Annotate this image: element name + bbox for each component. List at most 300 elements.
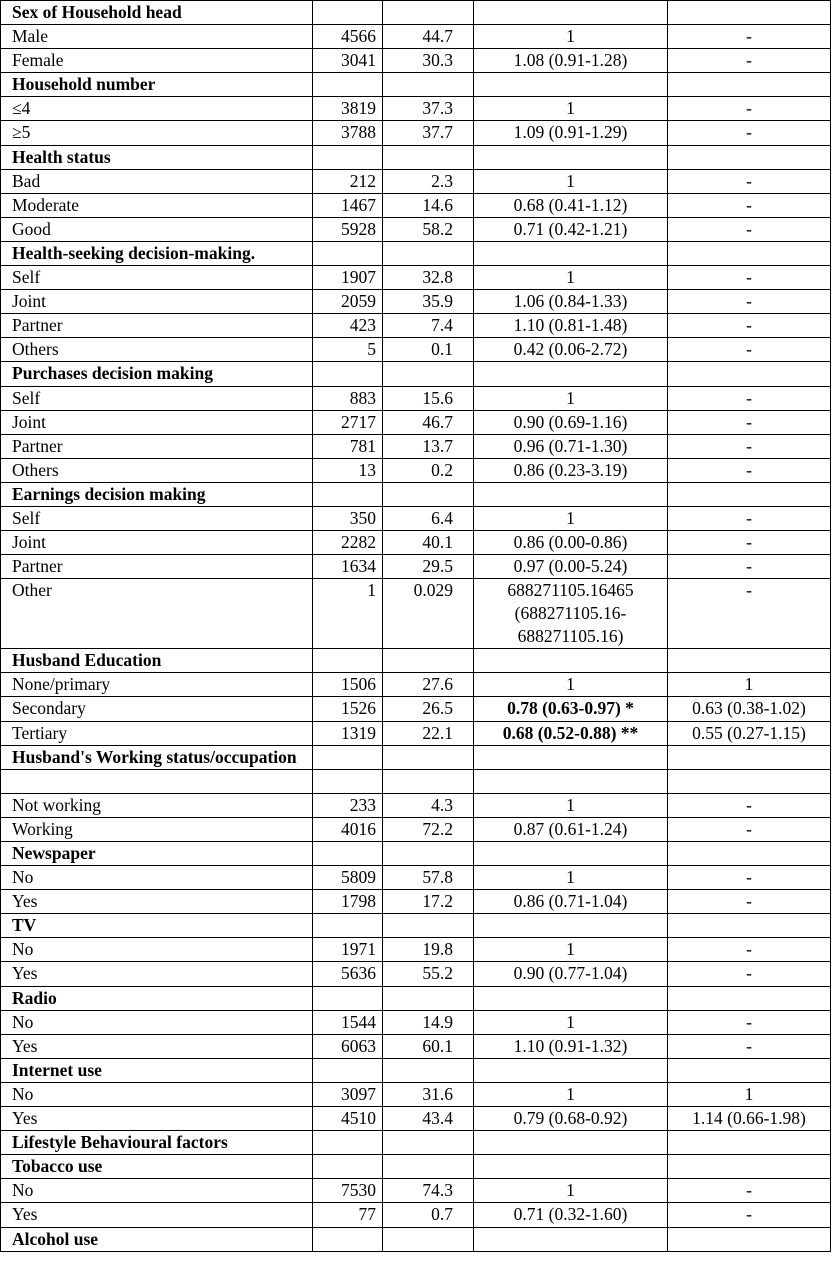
table-cell xyxy=(474,145,668,169)
table-row xyxy=(1,769,831,793)
table-cell: - xyxy=(668,49,831,73)
table-cell: 1 xyxy=(313,579,383,649)
table-cell: 1971 xyxy=(313,938,383,962)
table-cell xyxy=(313,745,383,769)
table-cell: Sex of Household head xyxy=(1,1,313,25)
section-header-row xyxy=(1,649,831,673)
table-cell xyxy=(383,769,474,793)
table-cell: 40.1 xyxy=(383,531,474,555)
table-row xyxy=(1,1082,831,1106)
table-cell xyxy=(313,769,383,793)
table-cell: 1.14 (0.66-1.98) xyxy=(668,1107,831,1131)
table-cell xyxy=(313,482,383,506)
table-cell: 0.97 (0.00-5.24) xyxy=(474,555,668,579)
table-cell: 1 xyxy=(474,938,668,962)
table-cell xyxy=(1,769,313,793)
table-cell xyxy=(668,1058,831,1082)
table-cell xyxy=(383,73,474,97)
table-cell: Joint xyxy=(1,290,313,314)
table-cell xyxy=(313,73,383,97)
table-cell: 1 xyxy=(474,25,668,49)
table-cell: 1907 xyxy=(313,266,383,290)
table-cell: - xyxy=(668,193,831,217)
table-cell: 423 xyxy=(313,314,383,338)
table-cell: 0.7 xyxy=(383,1203,474,1227)
table-cell: Others xyxy=(1,458,313,482)
table-cell: Moderate xyxy=(1,193,313,217)
table-cell: 26.5 xyxy=(383,697,474,721)
table-row xyxy=(1,217,831,241)
table-cell xyxy=(313,1227,383,1251)
table-row xyxy=(1,97,831,121)
table-cell: Other xyxy=(1,579,313,649)
table-cell: Health status xyxy=(1,145,313,169)
table-cell: 22.1 xyxy=(383,721,474,745)
table-cell xyxy=(668,1227,831,1251)
table-cell: 14.6 xyxy=(383,193,474,217)
table-cell: 5928 xyxy=(313,217,383,241)
table-cell: Purchases decision making xyxy=(1,362,313,386)
table-cell xyxy=(313,842,383,866)
table-cell: 0.96 (0.71-1.30) xyxy=(474,434,668,458)
table-row xyxy=(1,793,831,817)
table-cell: 0.63 (0.38-1.02) xyxy=(668,697,831,721)
table-cell: Alcohol use xyxy=(1,1227,313,1251)
table-cell: None/primary xyxy=(1,673,313,697)
table-cell xyxy=(474,241,668,265)
table-row xyxy=(1,938,831,962)
table-cell xyxy=(668,745,831,769)
table-cell xyxy=(474,1155,668,1179)
table-cell: 0.90 (0.77-1.04) xyxy=(474,962,668,986)
table-cell: - xyxy=(668,555,831,579)
table-cell: 1 xyxy=(474,1082,668,1106)
table-cell xyxy=(383,1227,474,1251)
table-cell: 0.029 xyxy=(383,579,474,649)
table-cell: 1526 xyxy=(313,697,383,721)
table-cell: 0.55 (0.27-1.15) xyxy=(668,721,831,745)
table-cell: Yes xyxy=(1,890,313,914)
table-cell: - xyxy=(668,338,831,362)
table-cell: 2717 xyxy=(313,410,383,434)
table-row xyxy=(1,25,831,49)
table-cell: - xyxy=(668,169,831,193)
table-cell: 688271105.16465 (688271105.16- 688271105.16) xyxy=(474,579,668,649)
table-row xyxy=(1,458,831,482)
table-cell: 7530 xyxy=(313,1179,383,1203)
table-cell: 32.8 xyxy=(383,266,474,290)
section-header-row xyxy=(1,482,831,506)
table-cell xyxy=(474,1227,668,1251)
table-row xyxy=(1,386,831,410)
table-cell: Internet use xyxy=(1,1058,313,1082)
table-cell: No xyxy=(1,938,313,962)
table-cell: 60.1 xyxy=(383,1034,474,1058)
table-cell: 19.8 xyxy=(383,938,474,962)
table-cell: Husband Education xyxy=(1,649,313,673)
table-row xyxy=(1,697,831,721)
table-cell xyxy=(383,482,474,506)
table-cell xyxy=(474,914,668,938)
table-cell xyxy=(383,362,474,386)
table-row xyxy=(1,266,831,290)
table-cell: 5 xyxy=(313,338,383,362)
table-cell: 1 xyxy=(474,673,668,697)
table-cell: 1.10 (0.91-1.32) xyxy=(474,1034,668,1058)
section-header-row xyxy=(1,145,831,169)
table-cell: 27.6 xyxy=(383,673,474,697)
table-row xyxy=(1,579,831,649)
table-cell xyxy=(474,1058,668,1082)
table-cell: - xyxy=(668,1010,831,1034)
table-cell: Yes xyxy=(1,1203,313,1227)
table-cell: No xyxy=(1,1010,313,1034)
table-row xyxy=(1,962,831,986)
table-cell: 55.2 xyxy=(383,962,474,986)
table-cell: 31.6 xyxy=(383,1082,474,1106)
table-cell: 0.1 xyxy=(383,338,474,362)
table-cell: - xyxy=(668,817,831,841)
table-cell: Newspaper xyxy=(1,842,313,866)
table-cell: Good xyxy=(1,217,313,241)
table-cell xyxy=(668,482,831,506)
table-cell: 233 xyxy=(313,793,383,817)
section-header-row xyxy=(1,745,831,769)
table-cell: 4016 xyxy=(313,817,383,841)
table-cell: 2.3 xyxy=(383,169,474,193)
table-cell: 58.2 xyxy=(383,217,474,241)
table-cell xyxy=(668,842,831,866)
table-cell xyxy=(383,1,474,25)
table-cell xyxy=(668,1,831,25)
table-cell: 29.5 xyxy=(383,555,474,579)
table-cell: - xyxy=(668,434,831,458)
table-cell xyxy=(313,1058,383,1082)
table-cell: - xyxy=(668,793,831,817)
table-cell: 1 xyxy=(474,1010,668,1034)
table-cell: 1 xyxy=(474,506,668,530)
table-cell: 1.10 (0.81-1.48) xyxy=(474,314,668,338)
table-cell: ≥5 xyxy=(1,121,313,145)
table-cell: 0.78 (0.63-0.97) * xyxy=(474,697,668,721)
table-cell xyxy=(383,241,474,265)
table-cell xyxy=(313,1,383,25)
table-cell: Husband's Working status/occupation xyxy=(1,745,313,769)
table-cell: 0.2 xyxy=(383,458,474,482)
table-cell: 350 xyxy=(313,506,383,530)
table-cell: 1 xyxy=(474,266,668,290)
table-cell xyxy=(474,482,668,506)
table-cell: 0.90 (0.69-1.16) xyxy=(474,410,668,434)
table-cell xyxy=(474,649,668,673)
table-cell: - xyxy=(668,266,831,290)
table-cell xyxy=(474,1,668,25)
table-cell: No xyxy=(1,1179,313,1203)
table-cell xyxy=(474,73,668,97)
table-cell xyxy=(474,986,668,1010)
table-cell xyxy=(313,145,383,169)
table-row xyxy=(1,314,831,338)
table-cell: 2282 xyxy=(313,531,383,555)
section-header-row xyxy=(1,241,831,265)
table-cell xyxy=(668,986,831,1010)
table-cell: Lifestyle Behavioural factors xyxy=(1,1131,313,1155)
table-cell: - xyxy=(668,579,831,649)
table-cell: 781 xyxy=(313,434,383,458)
table-cell: Tertiary xyxy=(1,721,313,745)
table-cell: 212 xyxy=(313,169,383,193)
table-cell: 17.2 xyxy=(383,890,474,914)
table-cell: Bad xyxy=(1,169,313,193)
table-cell: - xyxy=(668,410,831,434)
table-cell: 4566 xyxy=(313,25,383,49)
table-cell: 1 xyxy=(474,793,668,817)
table-row xyxy=(1,193,831,217)
table-cell: - xyxy=(668,290,831,314)
table-cell xyxy=(668,649,831,673)
section-header-row xyxy=(1,73,831,97)
table-cell: 37.3 xyxy=(383,97,474,121)
table-cell: - xyxy=(668,1179,831,1203)
section-header-row xyxy=(1,1155,831,1179)
table-cell: 1.06 (0.84-1.33) xyxy=(474,290,668,314)
table-cell: No xyxy=(1,866,313,890)
table-cell: Yes xyxy=(1,962,313,986)
table-cell: Not working xyxy=(1,793,313,817)
table-cell: 30.3 xyxy=(383,49,474,73)
table-cell: 6063 xyxy=(313,1034,383,1058)
table-row xyxy=(1,1010,831,1034)
table-cell xyxy=(383,1058,474,1082)
table-cell xyxy=(474,745,668,769)
section-header-row xyxy=(1,1227,831,1251)
table-cell: 0.71 (0.32-1.60) xyxy=(474,1203,668,1227)
table-cell: Male xyxy=(1,25,313,49)
table-cell: 1 xyxy=(668,673,831,697)
table-cell: 883 xyxy=(313,386,383,410)
table-cell xyxy=(313,649,383,673)
table-cell xyxy=(474,362,668,386)
table-cell: Self xyxy=(1,266,313,290)
table-row xyxy=(1,410,831,434)
table-cell: - xyxy=(668,890,831,914)
table-cell xyxy=(668,769,831,793)
table-row xyxy=(1,866,831,890)
table-cell xyxy=(383,914,474,938)
table-cell xyxy=(383,1155,474,1179)
table-cell: 0.86 (0.00-0.86) xyxy=(474,531,668,555)
table-cell: - xyxy=(668,1034,831,1058)
table-cell: - xyxy=(668,386,831,410)
table-cell: - xyxy=(668,938,831,962)
table-cell: 0.86 (0.23-3.19) xyxy=(474,458,668,482)
table-cell xyxy=(668,145,831,169)
table-row xyxy=(1,434,831,458)
table-cell: 3788 xyxy=(313,121,383,145)
table-row xyxy=(1,555,831,579)
table-cell: 15.6 xyxy=(383,386,474,410)
table-cell: ≤4 xyxy=(1,97,313,121)
table-cell: 0.71 (0.42-1.21) xyxy=(474,217,668,241)
table-cell: 2059 xyxy=(313,290,383,314)
table-cell: - xyxy=(668,458,831,482)
table-cell: Female xyxy=(1,49,313,73)
table-cell: 1798 xyxy=(313,890,383,914)
table-cell: Partner xyxy=(1,555,313,579)
table-cell: 0.87 (0.61-1.24) xyxy=(474,817,668,841)
table-cell: 7.4 xyxy=(383,314,474,338)
table-cell xyxy=(668,73,831,97)
table-cell: - xyxy=(668,506,831,530)
table-cell: Secondary xyxy=(1,697,313,721)
table-cell: 14.9 xyxy=(383,1010,474,1034)
table-row xyxy=(1,817,831,841)
table-row xyxy=(1,1203,831,1227)
table-cell: 4510 xyxy=(313,1107,383,1131)
table-cell xyxy=(474,1131,668,1155)
table-row xyxy=(1,121,831,145)
table-cell xyxy=(668,362,831,386)
table-cell: 5636 xyxy=(313,962,383,986)
table-cell xyxy=(668,1131,831,1155)
table-cell xyxy=(383,1131,474,1155)
table-row xyxy=(1,290,831,314)
table-cell xyxy=(668,241,831,265)
table-row xyxy=(1,531,831,555)
table-cell: Partner xyxy=(1,314,313,338)
table-cell: 57.8 xyxy=(383,866,474,890)
table-cell: 1 xyxy=(474,169,668,193)
table-cell: 1 xyxy=(474,1179,668,1203)
table-cell: No xyxy=(1,1082,313,1106)
table-cell xyxy=(313,241,383,265)
table-cell: Working xyxy=(1,817,313,841)
table-cell: 74.3 xyxy=(383,1179,474,1203)
table-cell: 43.4 xyxy=(383,1107,474,1131)
section-header-row xyxy=(1,1,831,25)
table-cell: 35.9 xyxy=(383,290,474,314)
table-row xyxy=(1,1034,831,1058)
table-cell: - xyxy=(668,962,831,986)
table-cell: Self xyxy=(1,506,313,530)
table-cell: 13 xyxy=(313,458,383,482)
table-cell: 1544 xyxy=(313,1010,383,1034)
table-row xyxy=(1,338,831,362)
table-cell: Others xyxy=(1,338,313,362)
table-cell: 0.86 (0.71-1.04) xyxy=(474,890,668,914)
table-cell: Earnings decision making xyxy=(1,482,313,506)
table-cell: - xyxy=(668,1203,831,1227)
table-cell: 1 xyxy=(474,866,668,890)
table-cell: 1506 xyxy=(313,673,383,697)
table-cell xyxy=(474,842,668,866)
table-cell: 6.4 xyxy=(383,506,474,530)
table-cell: Radio xyxy=(1,986,313,1010)
table-cell xyxy=(474,769,668,793)
table-cell: 77 xyxy=(313,1203,383,1227)
table-row xyxy=(1,673,831,697)
table-cell xyxy=(383,842,474,866)
table-row xyxy=(1,1107,831,1131)
table-cell: 1 xyxy=(668,1082,831,1106)
table-cell: - xyxy=(668,314,831,338)
table-cell xyxy=(383,745,474,769)
table-cell: 1.09 (0.91-1.29) xyxy=(474,121,668,145)
table-cell xyxy=(313,1155,383,1179)
table-cell xyxy=(668,914,831,938)
table-cell xyxy=(313,986,383,1010)
table-cell: 3097 xyxy=(313,1082,383,1106)
section-header-row xyxy=(1,362,831,386)
table-cell: Joint xyxy=(1,531,313,555)
table-cell: Self xyxy=(1,386,313,410)
table-cell: 1 xyxy=(474,386,668,410)
table-row xyxy=(1,169,831,193)
table-cell: Yes xyxy=(1,1034,313,1058)
table-cell: Health-seeking decision-making. xyxy=(1,241,313,265)
table-cell: 37.7 xyxy=(383,121,474,145)
table-cell: 1319 xyxy=(313,721,383,745)
table-cell: 0.79 (0.68-0.92) xyxy=(474,1107,668,1131)
table-cell: 44.7 xyxy=(383,25,474,49)
table-cell: 5809 xyxy=(313,866,383,890)
table-cell xyxy=(383,145,474,169)
table-row xyxy=(1,890,831,914)
table-cell: 3041 xyxy=(313,49,383,73)
table-cell: TV xyxy=(1,914,313,938)
table-cell: 72.2 xyxy=(383,817,474,841)
table-cell xyxy=(313,362,383,386)
table-cell: 0.68 (0.41-1.12) xyxy=(474,193,668,217)
table-cell xyxy=(668,1155,831,1179)
table-row xyxy=(1,721,831,745)
table-cell: - xyxy=(668,121,831,145)
table-row xyxy=(1,1179,831,1203)
table-cell: 4.3 xyxy=(383,793,474,817)
table-cell: Partner xyxy=(1,434,313,458)
table-row xyxy=(1,49,831,73)
table-cell: Tobacco use xyxy=(1,1155,313,1179)
table-cell: - xyxy=(668,25,831,49)
table-cell: Household number xyxy=(1,73,313,97)
table-cell: 1.08 (0.91-1.28) xyxy=(474,49,668,73)
table-cell: - xyxy=(668,217,831,241)
table-cell xyxy=(313,914,383,938)
table-cell: - xyxy=(668,97,831,121)
table-cell: Joint xyxy=(1,410,313,434)
table-row xyxy=(1,506,831,530)
table-cell: 1467 xyxy=(313,193,383,217)
table-cell: 0.68 (0.52-0.88) ** xyxy=(474,721,668,745)
table-cell: - xyxy=(668,531,831,555)
table-cell: 0.42 (0.06-2.72) xyxy=(474,338,668,362)
table-cell: 3819 xyxy=(313,97,383,121)
table-cell: - xyxy=(668,866,831,890)
table-cell: 1 xyxy=(474,97,668,121)
table-cell xyxy=(313,1131,383,1155)
section-header-row xyxy=(1,1131,831,1155)
table-cell: Yes xyxy=(1,1107,313,1131)
table-cell: 46.7 xyxy=(383,410,474,434)
section-header-row xyxy=(1,842,831,866)
table-body xyxy=(1,1,831,1252)
table-cell xyxy=(383,649,474,673)
section-header-row xyxy=(1,986,831,1010)
section-header-row xyxy=(1,1058,831,1082)
section-header-row xyxy=(1,914,831,938)
table-cell xyxy=(383,986,474,1010)
table-cell: 13.7 xyxy=(383,434,474,458)
